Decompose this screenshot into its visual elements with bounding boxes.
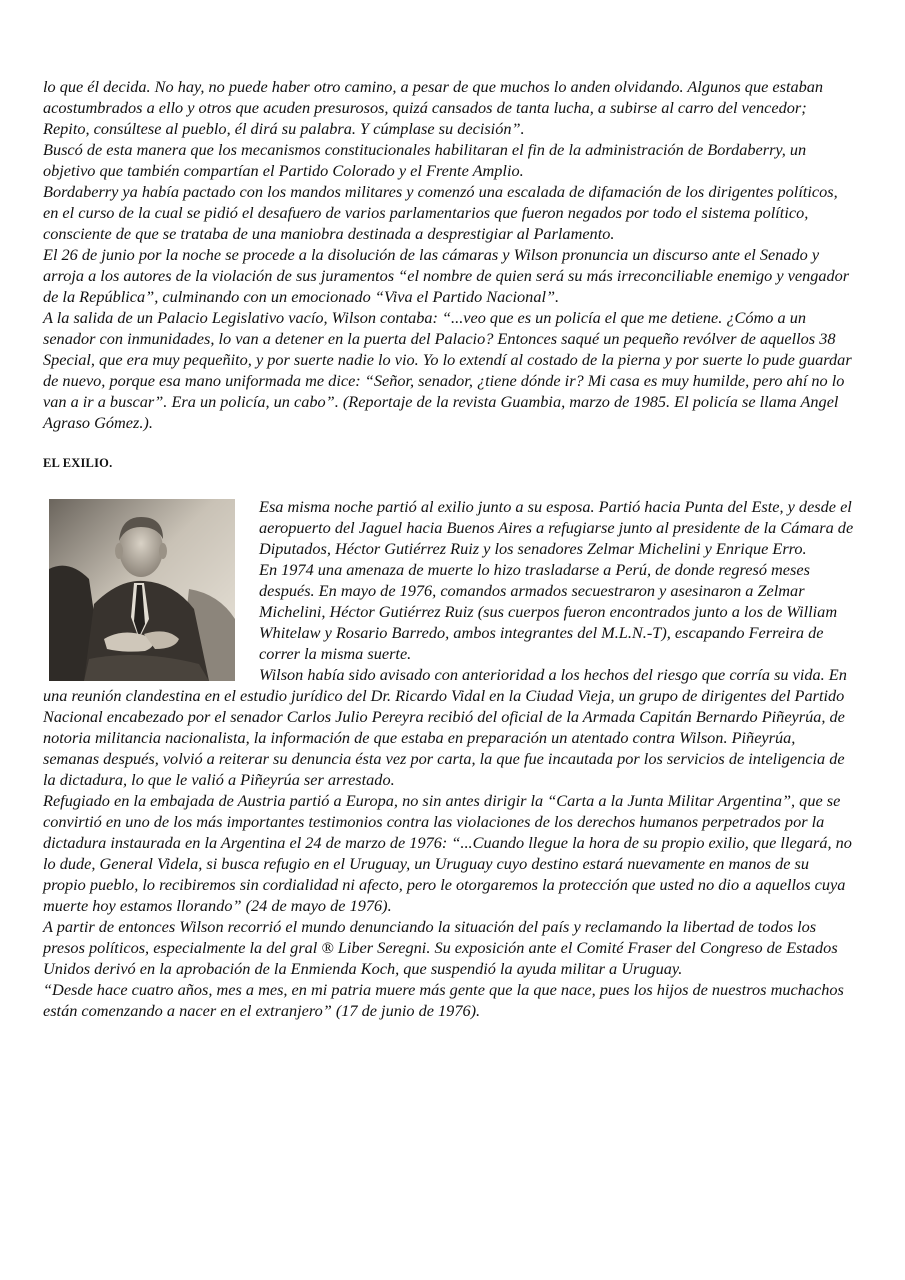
paragraph: Esa misma noche partió al exilio junto a su esposa. Partió hacia Punta del Este, y desde el aeropuerto del Jaguel hacia Buenos Aires a refugiarse junto al presidente de la Cámara de Diputados, Héctor Gutiérrez Ruiz y los senadores Zelmar Michelini y Enrique Erro. [259, 497, 854, 558]
paragraph: En 1974 una amenaza de muerte lo hizo trasladarse a Perú, de donde regresó meses después. En mayo de 1976, comandos armados secuestraron y asesinaron a Zelmar Michelini, Héctor Gutiérrez Ruiz (sus cuerpos fueron encontrados junto a los de William Whitelaw y Rosario Barredo, ambos integrantes del M.L.N.-T), escapando Ferreira de correr la misma suerte. [259, 560, 838, 663]
paragraph: “Desde hace cuatro años, mes a mes, en mi patria muere más gente que la que nace, pues los hijos de nuestros muchachos están comenzando a nacer en el extranjero” (17 de junio de 1976). [43, 980, 844, 1020]
paragraph: Refugiado en la embajada de Austria partió a Europa, no sin antes dirigir la “Carta a la Junta Militar Argentina”, que se convirtió en uno de los más importantes testimonios contra las violaciones de los derechos humanos perpetrados por la dictadura instaurada en la Argentina el 24 de marzo de 1976: “...Cuando llegue la hora de su propio exilio, que llegará, no lo dude, General Videla, si busca refugio en el Uruguay, un Uruguay cuyo destino estará nuevamente en manos de su propio pueblo, lo recibiremos sin cordialidad ni afecto, pero le otorgaremos la protección que usted no dio a aquellos cuya muerte hoy estamos llorando” (24 de mayo de 1976). [43, 791, 852, 915]
paragraph: Bordaberry ya había pactado con los mandos militares y comenzó una escalada de difamación de los dirigentes políticos, en el curso de la cual se pidió el desafuero de varios parlamentarios que fueron negados por todo el sistema político, consciente de que se trataba de una maniobra destinada a desprestigiar al Parlamento. [43, 182, 838, 243]
paragraph: Buscó de esta manera que los mecanismos constitucionales habilitaran el fin de la administración de Bordaberry, un objetivo que también compartían el Partido Colorado y el Frente Amplio. [43, 140, 807, 180]
paragraph: Wilson había sido avisado con anterioridad a los hechos del riesgo que corría su vida. En una reunión clandestina en el estudio jurídico del Dr. Ricardo Vidal en la Ciudad Vieja, un grupo de dirigentes del Partido Nacional encabezado por el senador Carlos Julio Pereyra recibió del oficial de la Armada Capitán Bernardo Piñeyrúa, de notoria militancia nacionalista, la información de que estaba en preparación un atentado contra Wilson. Piñeyrúa, semanas después, volvió a reiterar su denuncia ésta vez por carta, la que fue incautada por los servicios de inteligencia de la dictadura, lo que le valió a Piñeyrúa ser arrestado. [43, 665, 847, 789]
portrait-photo [49, 499, 235, 681]
document-page [43, 76, 855, 1021]
paragraph: A partir de entonces Wilson recorrió el mundo denunciando la situación del país y reclamando la libertad de todos los presos políticos, especialmente la del gral ® Liber Seregni. Su exposición ante el Comité Fraser del Congreso de Estados Unidos derivó en la aprobación de la Enmienda Koch, que suspendió la ayuda militar a Uruguay. [43, 917, 838, 978]
paragraph: El 26 de junio por la noche se procede a la disolución de las cámaras y Wilson pronuncia un discurso ante el Senado y arroja a los autores de la violación de sus juramentos “el nombre de quien será su más irreconciliable enemigo y vengador de la República”, culminando con un emocionado “Viva el Partido Nacional”. [43, 245, 850, 306]
paragraph: lo que él decida. No hay, no puede haber otro camino, a pesar de que muchos lo anden olvidando. Algunos que estaban acostumbrados a ello y otros que acuden presurosos, quizá cansados de tanta lucha, a subirse al carro del vencedor; Repito, consúltese al pueblo, él dirá su palabra. Y cúmplase su decisión”. [43, 77, 824, 138]
paragraph: A la salida de un Palacio Legislativo vacío, Wilson contaba: “...veo que es un policía el que me detiene. ¿Cómo a un senador con inmunidades, lo van a detener en la puerta del Palacio? Entonces saqué un pequeño revólver de aquellos 38 Special, que era muy pequeñito, y por suerte nadie lo vio. Yo lo extendí al costado de la pierna y por suerte lo pude guardar de nuevo, porque esa mano uniformada me dice: “Señor, senador, ¿tiene dónde ir? Mi casa es muy humilde, pero ahí no lo van a ir a buscar”. Era un policía, un cabo”. (Reportaje de la revista Guambia, marzo de 1985. El policía se llama Angel Agraso Gómez.). [43, 308, 852, 432]
section-heading: EL EXILIO. [43, 456, 113, 470]
